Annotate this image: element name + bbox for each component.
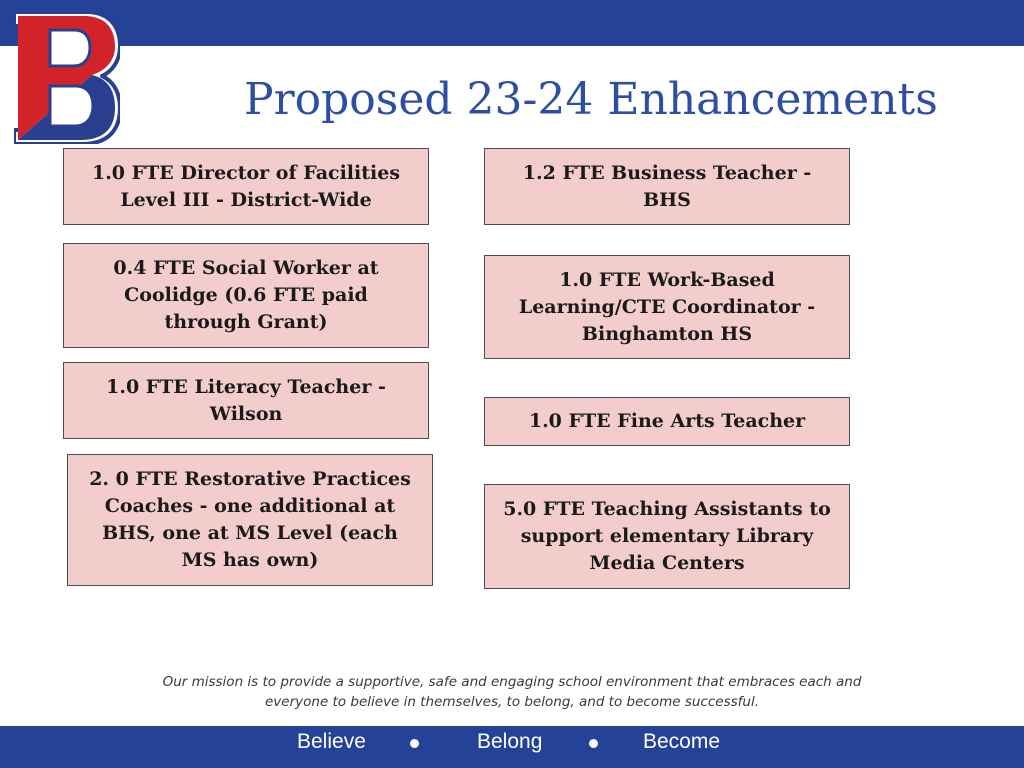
position-box-restorative-coaches: 2. 0 FTE Restorative Practices Coaches - one additional at BHS, one at MS Level (each MS has own) xyxy=(67,454,433,586)
position-box-director-facilities: 1.0 FTE Director of Facilities Level III - District-Wide xyxy=(63,148,429,225)
motto-believe: Believe xyxy=(297,730,366,753)
page-title: Proposed 23-24 Enhancements xyxy=(244,74,938,125)
position-box-wbl-cte-coordinator: 1.0 FTE Work-Based Learning/CTE Coordinator - Binghamton HS xyxy=(484,255,850,359)
school-logo xyxy=(14,12,120,144)
mission-statement: Our mission is to provide a supportive, safe and engaging school environment that embraces each and everyone to believe in themselves, to belong, and to become successful. xyxy=(162,674,862,710)
motto-belong: Belong xyxy=(477,730,543,753)
position-box-social-worker: 0.4 FTE Social Worker at Coolidge (0.6 FTE paid through Grant) xyxy=(63,243,429,348)
position-box-literacy-teacher: 1.0 FTE Literacy Teacher - Wilson xyxy=(63,362,429,439)
bottom-banner xyxy=(0,726,1024,768)
top-banner xyxy=(0,0,1024,46)
position-box-fine-arts-teacher: 1.0 FTE Fine Arts Teacher xyxy=(484,397,850,446)
bullet-dot-icon xyxy=(589,739,598,748)
position-box-teaching-assistants: 5.0 FTE Teaching Assistants to support elementary Library Media Centers xyxy=(484,484,850,589)
motto-become: Become xyxy=(643,730,721,753)
position-box-business-teacher: 1.2 FTE Business Teacher - BHS xyxy=(484,148,850,225)
bullet-dot-icon xyxy=(410,739,419,748)
